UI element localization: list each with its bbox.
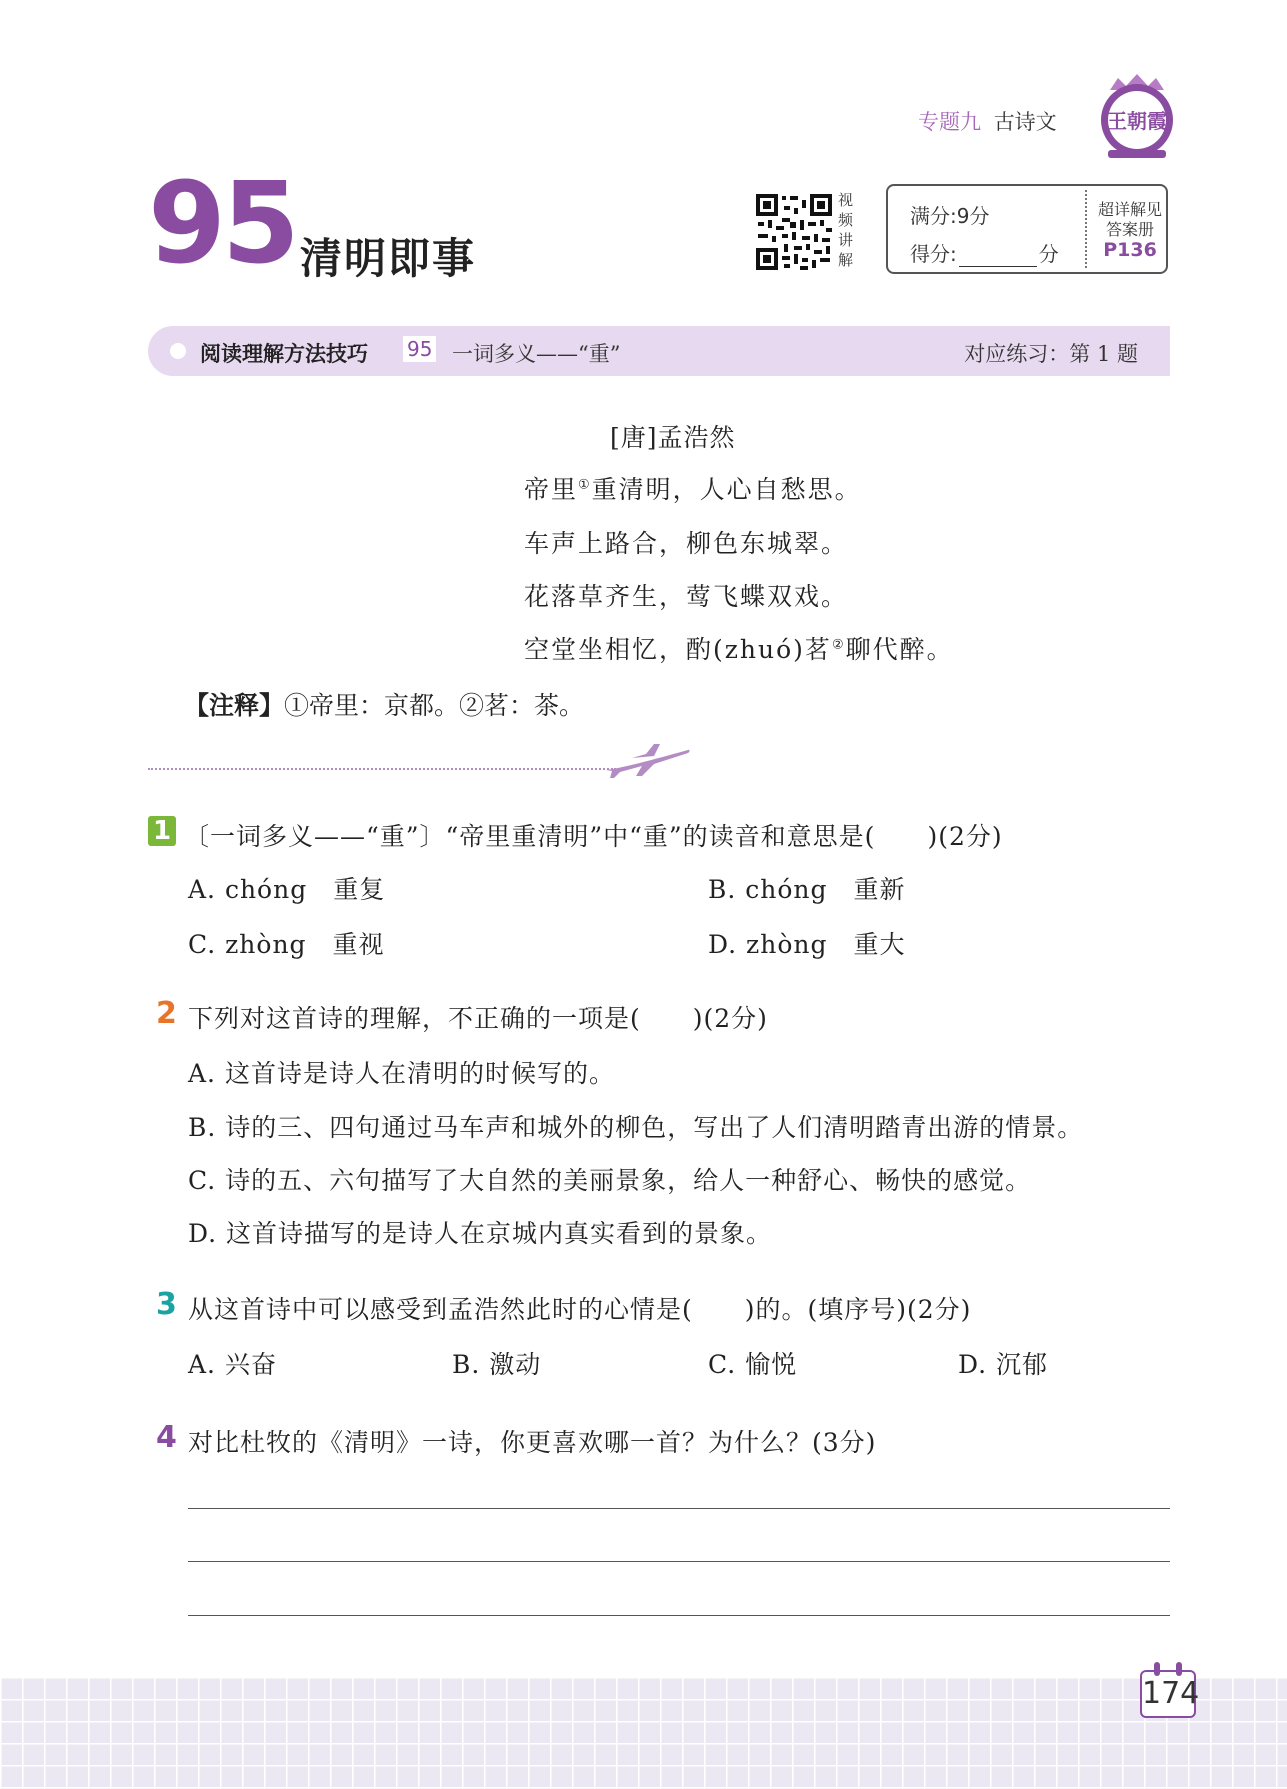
- answer-ref-line1: 超详解见: [1097, 200, 1162, 219]
- score-got-suffix: 分: [1038, 242, 1059, 266]
- score-blank[interactable]: [959, 248, 1037, 267]
- notes-label: 【注释】: [184, 691, 285, 720]
- poem-line: 花落草齐生，莺飞蝶双戏。: [524, 582, 849, 611]
- video-label: 视频讲解: [838, 191, 854, 269]
- score-box: [886, 184, 1168, 274]
- poem-line: 空堂坐相忆，酌(zhuó)茗②聊代醉。: [524, 635, 954, 664]
- score-full: 满分:9分: [910, 204, 990, 228]
- score-divider: [1085, 190, 1087, 268]
- poem-notes: [184, 686, 584, 722]
- question-3-option-c[interactable]: C. 愉悦: [708, 1350, 798, 1379]
- topic-header: [918, 106, 1057, 136]
- question-2-text: 下列对这首诗的理解，不正确的一项是( )(2分): [188, 1004, 768, 1033]
- question-1-option-a[interactable]: A. chóng 重复: [188, 875, 386, 904]
- notes-text: ①帝里：京都。②茗：茶。: [284, 691, 585, 720]
- score-got-prefix: 得分:: [910, 242, 957, 266]
- answer-line[interactable]: [188, 1615, 1170, 1616]
- method-label: 阅读理解方法技巧: [200, 342, 368, 366]
- topic-name: 古诗文: [993, 110, 1057, 134]
- author-badge-logo: [1096, 72, 1178, 160]
- dotted-divider: [148, 768, 616, 770]
- question-3-text: 从这首诗中可以感受到孟浩然此时的心情是( )的。(填序号)(2分): [188, 1295, 972, 1324]
- method-practice: 对应练习：第 1 题: [964, 342, 1138, 366]
- question-2-option-c[interactable]: C. 诗的五、六句描写了大自然的美丽景象，给人一种舒心、畅快的感觉。: [188, 1166, 1032, 1195]
- qr-code-icon[interactable]: [754, 192, 834, 272]
- question-2-option-a[interactable]: A. 这首诗是诗人在清明的时候写的。: [188, 1059, 615, 1088]
- svg-text:王朝霞: 王朝霞: [1107, 109, 1167, 133]
- page-number: [1140, 1670, 1200, 1718]
- question-3-number: 3: [156, 1287, 177, 1322]
- calendar-ring-icon: [1176, 1662, 1182, 1676]
- bullet-icon: [170, 343, 186, 359]
- answer-line[interactable]: [188, 1508, 1170, 1509]
- question-4-text: 对比杜牧的《清明》一诗，你更喜欢哪一首？为什么？(3分): [188, 1428, 877, 1457]
- poem-line: 车声上路合，柳色东城翠。: [524, 529, 849, 558]
- question-3-option-b[interactable]: B. 激动: [452, 1350, 542, 1379]
- answer-reference: [1094, 200, 1166, 260]
- question-1-option-c[interactable]: C. zhòng 重视: [188, 930, 385, 959]
- answer-line[interactable]: [188, 1561, 1170, 1562]
- calendar-ring-icon: [1154, 1662, 1160, 1676]
- question-2-option-b[interactable]: B. 诗的三、四句通过马车声和城外的柳色，写出了人们清明踏青出游的情景。: [188, 1113, 1084, 1142]
- question-4-number: 4: [156, 1420, 177, 1455]
- score-got: [910, 238, 1059, 267]
- question-1-number: 1: [148, 816, 176, 846]
- method-bar: [148, 326, 1170, 376]
- airplane-icon: [602, 742, 692, 778]
- question-3-option-a[interactable]: A. 兴奋: [188, 1350, 277, 1379]
- topic-label: 专题九: [918, 110, 981, 134]
- footer-grid: [0, 1677, 1287, 1789]
- answer-ref-page: P136: [1103, 239, 1157, 261]
- question-3-option-d[interactable]: D. 沉郁: [958, 1350, 1049, 1379]
- lesson-number: 95: [148, 159, 296, 289]
- question-1-text: 〔一词多义——“重”〕“帝里重清明”中“重”的读音和意思是( )(2分): [184, 822, 1003, 851]
- page-number-text: 174: [1142, 1676, 1200, 1711]
- question-2-number: 2: [156, 996, 177, 1031]
- method-number: 95: [403, 336, 436, 362]
- method-topic: 一词多义——“重”: [452, 342, 621, 366]
- question-1-option-b[interactable]: B. chóng 重新: [708, 875, 906, 904]
- poem-line: 帝里①重清明，人心自愁思。: [524, 475, 862, 504]
- question-2-option-d[interactable]: D. 这首诗描写的是诗人在京城内真实看到的景象。: [188, 1219, 773, 1248]
- lesson-title: 清明即事: [300, 234, 477, 283]
- question-1-option-d[interactable]: D. zhòng 重大: [708, 930, 906, 959]
- poem-author: [唐]孟浩然: [610, 423, 736, 452]
- answer-ref-line2: 答案册: [1105, 220, 1154, 239]
